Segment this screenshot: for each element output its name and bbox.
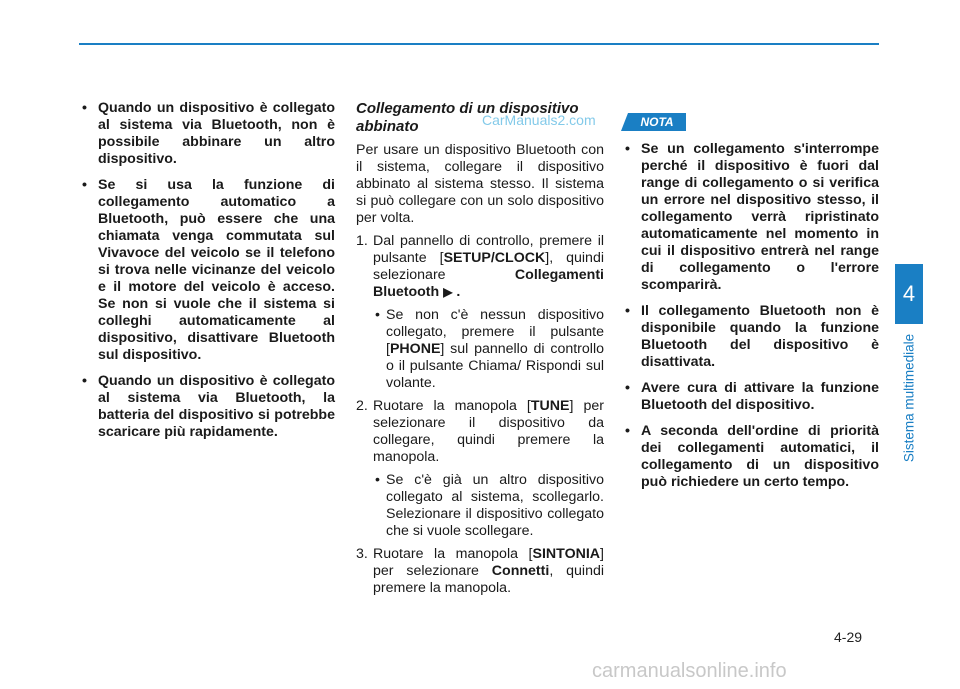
step-1 bbox=[356, 233, 604, 301]
bluetooth-links-label: Collegamenti Bluetooth bbox=[373, 267, 604, 300]
arrow-right-icon: ▶ bbox=[443, 285, 453, 299]
watermark-bottom: carmanualsonline.info bbox=[592, 660, 787, 682]
chapter-tab: 4 bbox=[895, 264, 923, 324]
step-number: 3. bbox=[356, 546, 368, 562]
step-number: 1. bbox=[356, 233, 368, 249]
note-bullet: • A seconda dell'ordine di priorità dei collegamenti automatici, il collegamento di un dispositivo può richiedere un certo tempo. bbox=[623, 423, 879, 491]
step-number: 2. bbox=[356, 398, 368, 414]
watermark-top: CarManuals2.com bbox=[482, 112, 596, 128]
sub-bullet bbox=[356, 307, 604, 392]
tune-key: TUNE bbox=[530, 398, 570, 414]
phone-key: PHONE bbox=[389, 341, 441, 357]
step-text: Ruotare la manopola [ bbox=[373, 398, 531, 414]
column-left bbox=[80, 100, 335, 450]
step-text: Dal pannello di controllo, premere il pulsante [ bbox=[373, 233, 604, 266]
step-text: Ruotare la manopola [ bbox=[373, 546, 533, 562]
sintonia-key: SINTONIA bbox=[532, 546, 601, 562]
setup-clock-key: SETUP/CLOCK bbox=[443, 250, 546, 266]
note-bullet: • Avere cura di attivare la funzione Bluetooth del dispositivo. bbox=[623, 380, 879, 414]
step-text: , quindi premere la manopola. bbox=[373, 563, 604, 596]
bullet-item: • Quando un dispositivo è collegato al sistema via Bluetooth, la batteria del dispositivo si potrebbe scaricare più rapidamente. bbox=[80, 373, 335, 441]
sub-text: ] sul pannello di controllo o il pulsante Chiama/ Rispondi sul volante. bbox=[386, 341, 604, 391]
step-2 bbox=[356, 398, 604, 466]
step-text: ] per selezionare bbox=[373, 546, 604, 579]
bullet-item: • Se si usa la funzione di collegamento automatico a Bluetooth, può essere che una chiamata venga commutata sul Vivavoce del veicolo se il telefono si trova nelle vicinanze del veicolo e il motore del veicolo è acceso. Se non si vuole che il sistema si colleghi automaticamente al dispositivo, disattivare Bluetooth sul dispositivo. bbox=[80, 177, 335, 364]
step-text: . bbox=[452, 284, 461, 300]
sub-bullet: • Se c'è già un altro dispositivo collegato al sistema, scollegarlo. Selezionare il dispositivo collegato che si vuole scollegare. bbox=[356, 472, 604, 540]
connetti-label: Connetti bbox=[491, 563, 550, 579]
step-text: ], quindi selezionare bbox=[373, 250, 604, 283]
step-3 bbox=[356, 546, 604, 597]
note-badge: NOTA bbox=[628, 113, 686, 131]
page-number: 4-29 bbox=[834, 629, 863, 645]
note-bullet: • Se un collegamento s'interrompe perché il dispositivo è fuori dal range di collegamento o si verifica un errore nel dispositivo stesso, il collegamento verrà ripristinato automaticamente nel momento in cui il dispositivo entrerà nel range di collegamento o l'errore scomparirà. bbox=[623, 141, 879, 294]
section-title: Collegamento di un dispositivo abbinato bbox=[356, 100, 579, 135]
column-right bbox=[623, 114, 879, 500]
note-bullet: • Il collegamento Bluetooth non è disponibile quando la funzione Bluetooth del dispositivo è disattivata. bbox=[623, 303, 879, 371]
step-text: ] per selezionare il dispositivo da collegare, quindi premere la manopola. bbox=[373, 398, 604, 465]
sub-text: Se non c'è nessun dispositivo collegato, premere il pulsante [ bbox=[386, 307, 604, 357]
section-label-text: Sistema multimediale bbox=[901, 333, 917, 462]
intro-paragraph: Per usare un dispositivo Bluetooth con il sistema, collegare il dispositivo abbinato al sistema stesso. Il sistema si può collegare con un solo dispositivo per volta. bbox=[356, 142, 604, 226]
header-rule bbox=[79, 43, 879, 45]
section-label bbox=[896, 330, 922, 465]
bullet-item: • Quando un dispositivo è collegato al sistema via Bluetooth, non è possibile abbinare un altro dispositivo. bbox=[80, 100, 335, 168]
column-middle bbox=[356, 100, 604, 603]
